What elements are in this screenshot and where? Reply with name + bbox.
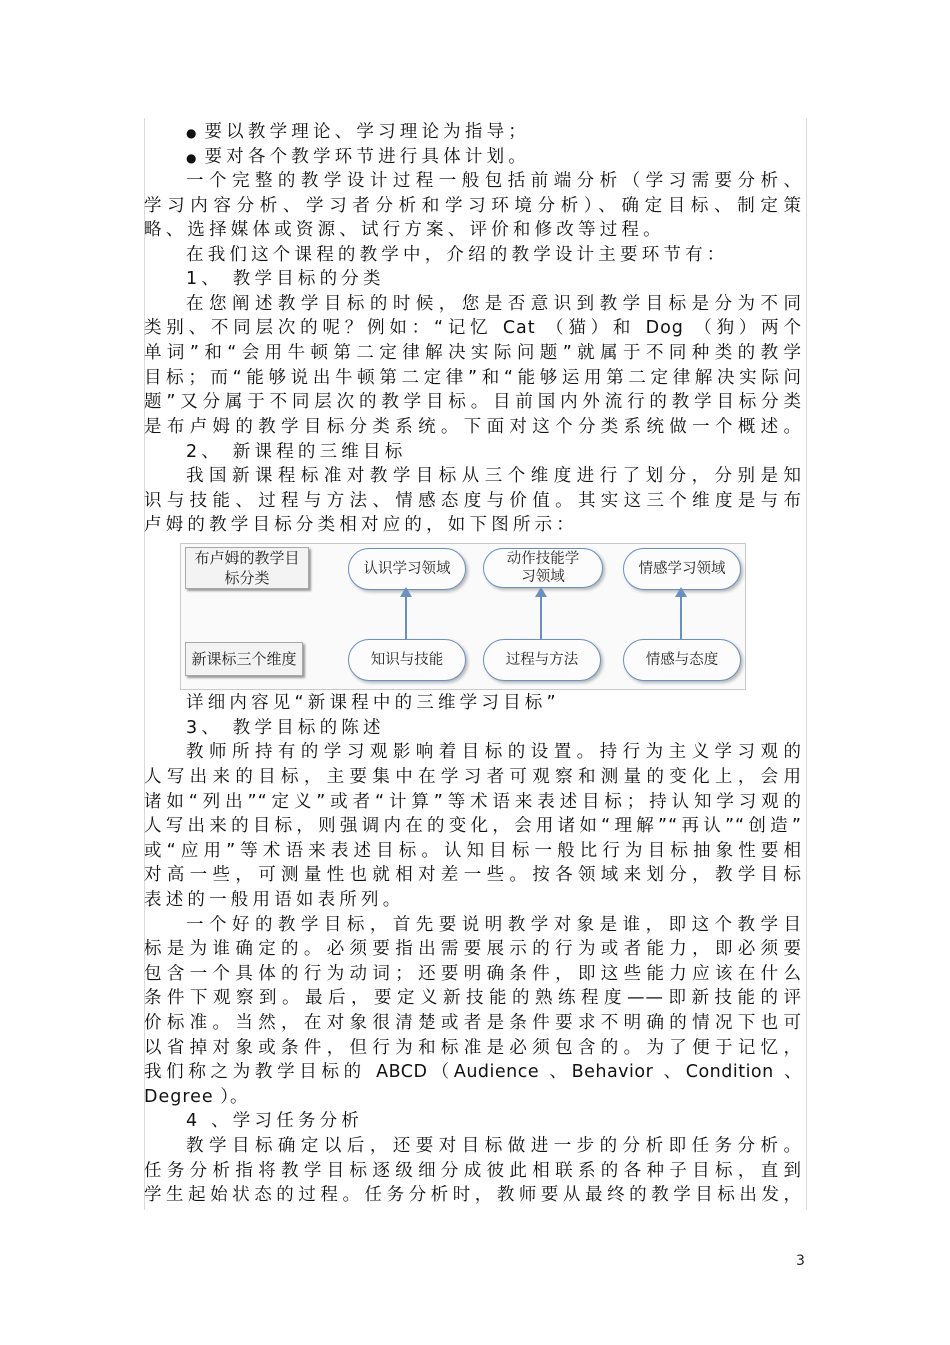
text-line: 识与技能、过程与方法、情感态度与价值。其实这三个维度是与布 xyxy=(144,491,802,511)
section-heading-1: 1、 教学目标的分类 xyxy=(186,269,385,289)
text-line: 诸如“列出”“定义”或者“计算”等术语来表述目标；持认知学习观的 xyxy=(144,792,802,812)
text-line: 任务分析指将教学目标逐级细分成彼此相联系的各种子目标，直到 xyxy=(144,1161,802,1181)
text-line: 标是为谁确定的。必须要指出需要展示的行为或者能力，即必须要 xyxy=(144,939,802,959)
text-line: 以省掉对象或条件，但行为和标准是必须包含的。为了便于记忆， xyxy=(144,1038,802,1058)
text-line: 略、选择媒体或资源、试行方案、评价和修改等过程。 xyxy=(144,220,665,240)
arrow-up-icon xyxy=(540,596,542,639)
bloom-taxonomy-label: 布卢姆的教学目标分类 xyxy=(185,547,309,589)
text-line: 学习内容分析、学习者分析和学习环境分析）、确定目标、制定策 xyxy=(144,196,802,216)
text-line: 类别、不同层次的呢？例如：“记忆 Cat （猫）和 Dog （狗）两个 xyxy=(144,318,802,338)
text-line: 详细内容见“新课程中的三维学习目标” xyxy=(186,693,560,713)
text-line: 卢姆的教学目标分类相对应的，如下图所示： xyxy=(144,515,578,535)
section-heading-4: 4 、学习任务分析 xyxy=(186,1111,363,1131)
three-dimension-diagram xyxy=(180,543,746,690)
section-heading-2: 2、 新课程的三维目标 xyxy=(186,442,407,462)
text-line: 条件下观察到。最后，要定义新技能的熟练程度——即新技能的评 xyxy=(144,988,802,1008)
text-line: 目标；而“能够说出牛顿第二定律”和“能够运用第二定律解决实际问 xyxy=(144,368,802,388)
text-line: 教学目标确定以后，还要对目标做进一步的分析即任务分析。 xyxy=(186,1136,802,1156)
text-line: 单词”和“会用牛顿第二定律解决实际问题”就属于不同种类的教学 xyxy=(144,343,802,363)
text-line: 对高一些，可测量性也就相对差一些。按各领域来划分，教学目标 xyxy=(144,865,802,885)
bullet-icon: ● xyxy=(186,126,197,140)
text-line: 或“应用”等术语来表述目标。认知目标一般比行为目标抽象性要相 xyxy=(144,841,802,861)
page-number: 3 xyxy=(796,1253,805,1269)
text-line: 表述的一般用语如表所列。 xyxy=(144,890,405,910)
text-line: 人写出来的目标，则强调内在的变化，会用诸如“理解”“再认”“创造” xyxy=(144,816,802,836)
text-line: 教师所持有的学习观影响着目标的设置。持行为主义学习观的 xyxy=(186,742,802,762)
text-line: 包含一个具体的行为动词；还要明确条件，即这些能力应该在什么 xyxy=(144,964,802,984)
text-line: 在您阐述教学目标的时候，您是否意识到教学目标是分为不同 xyxy=(186,294,802,314)
affective-domain-node: 情感学习领域 xyxy=(623,548,741,590)
text-line: 题”又分属于不同层次的教学目标。目前国内外流行的教学目标分类 xyxy=(144,392,802,412)
psychomotor-domain-node: 动作技能学习领域 xyxy=(483,548,603,588)
text-line: 价标准。当然，在对象很清楚或者是条件要求不明确的情况下也可 xyxy=(144,1013,802,1033)
bullet-icon: ● xyxy=(186,151,197,165)
text-line: 我国新课程标准对教学目标从三个维度进行了划分，分别是知 xyxy=(186,466,802,486)
text-line: 一个完整的教学设计过程一般包括前端分析（学习需要分析、 xyxy=(186,171,802,191)
text-line: Degree ）。 xyxy=(144,1087,249,1107)
text-line: 学生起始状态的过程。任务分析时，教师要从最终的教学目标出发， xyxy=(144,1185,802,1205)
arrow-up-icon xyxy=(680,596,682,639)
bullet-line-2: ● 要对各个教学环节进行具体计划。 xyxy=(186,147,530,167)
text-line: 在我们这个课程的教学中，介绍的教学设计主要环节有： xyxy=(186,245,729,265)
cognitive-domain-node: 认识学习领域 xyxy=(348,548,466,590)
text-line: 一个好的教学目标，首先要说明教学对象是谁，即这个教学目 xyxy=(186,915,802,935)
text-line: 人写出来的目标，主要集中在学习者可观察和测量的变化上，会用 xyxy=(144,767,802,787)
section-heading-3: 3、 教学目标的陈述 xyxy=(186,718,385,738)
process-methods-node: 过程与方法 xyxy=(483,639,601,681)
arrow-up-icon xyxy=(405,596,407,639)
new-curriculum-label: 新课标三个维度 xyxy=(185,642,303,676)
bullet-line-1: ● 要以教学理论、学习理论为指导； xyxy=(186,122,530,142)
text-line: 是布卢姆的教学目标分类系统。下面对这个分类系统做一个概述。 xyxy=(144,417,802,437)
knowledge-skills-node: 知识与技能 xyxy=(348,639,466,681)
text-line: 我们称之为教学目标的 ABCD（Audience 、Behavior 、Condition 、 xyxy=(144,1062,802,1082)
emotion-attitude-node: 情感与态度 xyxy=(623,639,741,681)
